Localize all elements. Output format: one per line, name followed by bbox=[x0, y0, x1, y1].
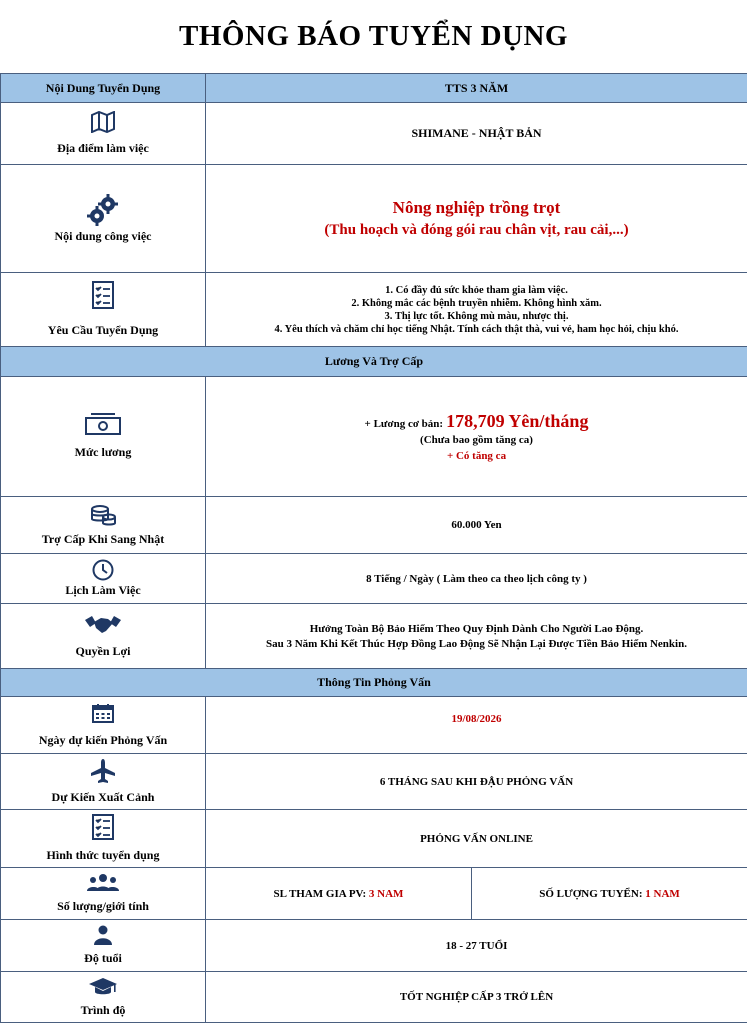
format-value: PHỎNG VẤN ONLINE bbox=[206, 810, 747, 868]
map-icon bbox=[90, 111, 116, 133]
header-content-label: Nội Dung Tuyển Dụng bbox=[1, 74, 206, 103]
page-title: THÔNG BÁO TUYỂN DỤNG bbox=[179, 20, 568, 52]
requirement-item: 2. Không mắc các bệnh truyền nhiễm. Không hình xăm. bbox=[351, 297, 602, 309]
departure-label: Dự Kiến Xuất Cảnh bbox=[51, 790, 155, 804]
requirements-list bbox=[206, 273, 747, 347]
coins-icon bbox=[89, 504, 117, 526]
schedule-value: 8 Tiếng / Ngày ( Làm theo ca theo lịch công ty ) bbox=[206, 554, 747, 604]
allowance-label: Trợ Cấp Khi Sang Nhật bbox=[41, 531, 165, 546]
schedule-label: Lịch Làm Việc bbox=[65, 583, 141, 597]
interview-date-value: 19/08/2026 bbox=[206, 697, 747, 754]
row-quantity bbox=[1, 868, 747, 920]
section-salary-title: Lương Và Trợ Cấp bbox=[1, 347, 747, 377]
education-label: Trình độ bbox=[80, 1002, 126, 1017]
table-header-row bbox=[1, 74, 747, 103]
salary-prefix: + Lương cơ bản: bbox=[364, 418, 444, 430]
checklist-icon bbox=[92, 814, 114, 840]
salary-amount: 178,709 Yên/tháng bbox=[446, 411, 589, 431]
row-job bbox=[1, 165, 747, 273]
checklist-icon bbox=[92, 281, 114, 309]
age-value: 18 - 27 TUỔI bbox=[206, 920, 747, 972]
hiring-quantity-value: 1 NAM bbox=[645, 887, 680, 900]
person-icon bbox=[93, 925, 113, 945]
benefit-line: Sau 3 Năm Khi Kết Thúc Hợp Đồng Lao Động Sẽ Nhận Lại Được Tiền Bảo Hiểm Nenkin. bbox=[266, 637, 687, 650]
age-label: Độ tuổi bbox=[84, 951, 122, 965]
benefits-label: Quyền Lợi bbox=[75, 643, 131, 658]
group-icon bbox=[87, 873, 119, 893]
calendar-icon bbox=[92, 703, 114, 723]
row-requirements bbox=[1, 273, 747, 347]
money-icon bbox=[85, 413, 121, 435]
gears-icon bbox=[86, 193, 120, 227]
section-salary-row bbox=[1, 347, 747, 377]
participants-value: 3 NAM bbox=[368, 887, 404, 900]
hiring-quantity-label: SỐ LƯỢNG TUYỂN: bbox=[539, 887, 643, 900]
section-interview-row bbox=[1, 669, 747, 697]
row-education bbox=[1, 972, 747, 1023]
row-location bbox=[1, 103, 747, 165]
overtime-note: + Có tăng ca bbox=[446, 450, 507, 462]
requirement-item: 1. Có đầy đủ sức khỏe tham gia làm việc. bbox=[385, 284, 568, 296]
allowance-value: 60.000 Yen bbox=[206, 497, 747, 554]
salary-label: Mức lương bbox=[74, 445, 132, 459]
job-detail: (Thu hoạch và đóng gói rau chân vịt, rau cải,...) bbox=[324, 222, 629, 238]
handshake-icon bbox=[84, 614, 122, 636]
header-program: TTS 3 NĂM bbox=[206, 74, 747, 103]
job-label: Nội dung công việc bbox=[54, 229, 152, 243]
quantity-label: Số lượng/giới tính bbox=[57, 899, 149, 913]
airplane-icon bbox=[90, 758, 116, 784]
recruitment-table bbox=[0, 73, 747, 1023]
location-label: Địa điểm làm việc bbox=[57, 141, 149, 155]
row-departure bbox=[1, 754, 747, 810]
requirement-item: 4. Yêu thích và chăm chỉ học tiếng Nhật. Tính cách thật thà, vui vẻ, ham học hỏi, chịu khó. bbox=[274, 323, 679, 335]
section-interview-title: Thông Tin Phỏng Vấn bbox=[1, 669, 747, 697]
row-age bbox=[1, 920, 747, 972]
interview-date-label: Ngày dự kiến Phỏng Vấn bbox=[38, 732, 168, 747]
row-format bbox=[1, 810, 747, 868]
clock-icon bbox=[92, 559, 114, 581]
education-value: TỐT NGHIỆP CẤP 3 TRỞ LÊN bbox=[206, 972, 747, 1023]
salary-note: (Chưa bao gồm tăng ca) bbox=[420, 434, 533, 446]
format-label: Hình thức tuyển dụng bbox=[46, 848, 160, 862]
benefit-line: Hưởng Toàn Bộ Bảo Hiểm Theo Quy Định Dành Cho Người Lao Động. bbox=[309, 622, 644, 635]
requirement-item: 3. Thị lực tốt. Không mù màu, nhược thị. bbox=[384, 310, 569, 322]
participants-label: SL THAM GIA PV: bbox=[273, 887, 367, 900]
location-value: SHIMANE - NHẬT BẢN bbox=[206, 103, 747, 165]
requirements-label: Yêu Cầu Tuyển Dụng bbox=[47, 323, 159, 337]
row-interview-date bbox=[1, 697, 747, 754]
row-benefits bbox=[1, 604, 747, 669]
row-salary bbox=[1, 377, 747, 497]
departure-value: 6 THÁNG SAU KHI ĐẬU PHỎNG VẤN bbox=[206, 754, 747, 810]
graduation-cap-icon bbox=[88, 977, 118, 997]
row-allowance bbox=[1, 497, 747, 554]
job-title: Nông nghiệp trồng trọt bbox=[392, 198, 561, 217]
row-schedule bbox=[1, 554, 747, 604]
